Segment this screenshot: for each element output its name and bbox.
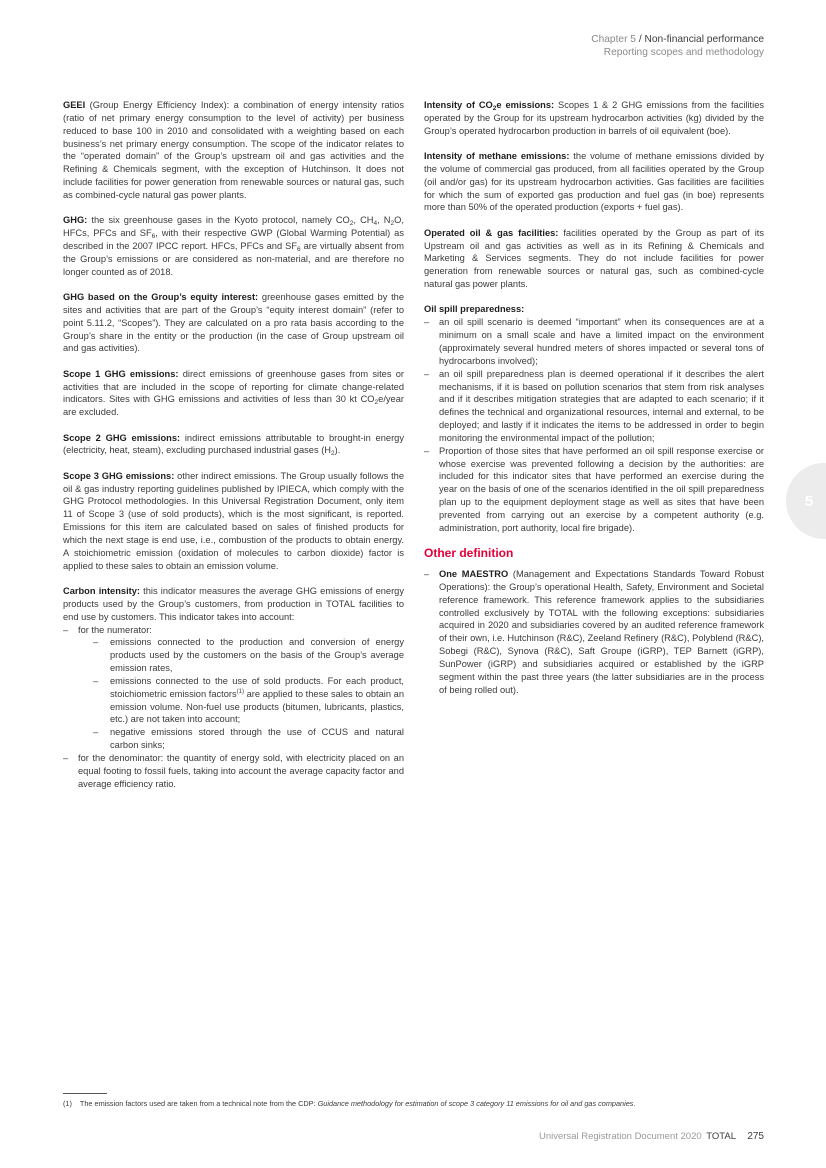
header-separator: / [638,34,642,45]
definition-co2-intensity: Intensity of $CO_2e$ emissions: Scopes 1 & 2 GHG emissions from the facilities operated by the Group for its upstream hydrocarbon activities (kg) divided by the Group’s operated hydrocarbon production in barrels of oil equivalent (boe). [424,100,765,136]
footnote-number: (1) [63,1099,72,1108]
term-co2-intensity: Intensity of $CO_2e$ emissions: [424,100,555,112]
brand-name: TOTAL [706,1131,736,1142]
footnote-divider [63,1093,107,1094]
page-footer [539,1131,764,1143]
list-item: – emissions connected to the use of sold products. For each product, stoichiometric emission factors$^{(1)}$ are applied to these sales to obtain an emission volume. Non-fuel use products (bitumen, lubricants, plastics, etc.) are not taken into account; [93,675,404,726]
right-column [424,99,764,696]
term-scope1: Scope 1 GHG emissions: [63,368,179,379]
other-definition-list [424,568,764,696]
footnote-ref[interactable]: (1) [236,688,244,695]
term-oil-spill: Oil spill preparedness: [424,304,525,315]
list-item: – emissions connected to the production and conversion of energy products used by the customers on the basis of the Group’s average emission rates, [93,636,404,675]
term-ghg-equity: GHG based on the Group’s equity interest: [63,291,259,302]
term-scope3: Scope 3 GHG emissions: [63,470,175,481]
term-one-maestro: One MAESTRO [439,569,509,579]
section-title: Non-financial performance [644,34,764,45]
definition-methane-intensity: Intensity of methane emissions: the volume of methane emissions divided by the volume of commercial gas produced, from all facilities operated by the Group (oil and/or gas) for its upstream hydrocarbon activities. Gas facilities are facilities for which the sum of exported gas production and fuel gas (in boe) represents more than 50% of the operated production (exports + fuel gas). [424,151,764,213]
list-item: – negative emissions stored through the use of CCUS and natural carbon sinks; [93,726,404,752]
page-number: 275 [747,1131,764,1142]
chapter-label: Chapter 5 [591,34,636,45]
carbon-intensity-list [63,624,404,791]
numerator-sublist [78,636,404,752]
list-item: – an oil spill scenario is deemed “important” when its consequences are at a minimum on a small scale and have a limited impact on the environment (approximately several hundred meters of shores impacted or several tons of hydrocarbons involved); [424,316,764,367]
definition-geei: GEEI (Group Energy Efficiency Index): a combination of energy intensity ratios (ratio of net primary energy consumption to the level of activity) per business reduced to base 100 in 2010 and consolidated with a weighting based on each business’s net primary energy consumption. The scope of the indicator relates to the “operated domain” of the Group’s upstream oil and gas activities and the Refining & Chemicals segment, with the exception of Hutchinson. It does not include facilities for power generation from renewable sources or natural gas, such as combined-cycle natural gas power plants. [63,100,404,200]
section-heading-other-definition: Other definition [424,546,514,561]
running-header [591,33,764,59]
chapter-tab-label: 5 [804,492,814,510]
term-geei: GEEI [63,100,86,110]
chapter-tab[interactable] [786,463,826,539]
oil-spill-list [424,316,764,534]
term-ghg: GHG: [63,215,88,226]
definition-ghg: GHG: the six greenhouse gases in the Kyoto protocol, namely $CO_2$, $CH_4$, $N_2O$, HFCs, PFCs and $SF_6$, with their respective GWP (Global Warming Potential) as described in the 2007 IPCC report. HFCs, PFCs and $SF_6$ are virtually absent from the Group’s emissions or are considered as non-material, and are therefore no longer counted as of 2018. [63,215,405,277]
definition-scope1: Scope 1 GHG emissions: direct emissions of greenhouse gases from sites or activities that are included in the scope of reporting for climate change-related indicators. Sites with GHG emissions and activities of less than 30 kt $CO_2e$/year are excluded. [63,368,404,418]
definition-operated-facilities: Operated oil & gas facilities: facilities operated by the Group as part of its Upstream oil and gas activities as well as in its Refining & Chemicals and Marketing & Services segments. They do not include facilities for power generation from renewable sources or natural gas, such as combined-cycle natural gas power plants. [424,227,764,290]
header-chapter-line [591,33,764,46]
footnote-reference-title: Guidance methodology for estimation of scope 3 category 11 emissions for oil and gas companies [317,1099,634,1108]
list-item: – an oil spill preparedness plan is deemed operational if it describes the alert mechanisms, if it is based on pollution scenarios that stem from risk analyses and if it describes mitigation strategies that are adapted to each scenario; if it defines the technical and organizational resources, internal and external, to be deployed; and lastly if it indicates the items to be addressed in order to begin monitoring the environmental impact of the pollution; [424,368,764,445]
term-scope2: Scope 2 GHG emissions: [63,432,181,443]
term-methane-intensity: Intensity of methane emissions: [424,151,570,162]
document-title: Universal Registration Document 2020 [539,1131,702,1142]
list-item: – One MAESTRO (Management and Expectations Standards Toward Robust Operations): the Group’s operational Health, Safety, Environment and Societal reference framework. This reference framework applies to the subsidiaries controlled exclusively by TOTAL with the following exceptions: subsidiaries acquired in 2020 and subsidiaries covered by an audited reference framework of their own, i.e. Hutchinson (R&C), Zeeland Refinery (R&C), Polyblend (R&C), Sobegi (R&C), Synova (R&C), Saft Groupe (iGRP), TEP Barnett (iGRP), SunPower (iGRP) and subsidiaries acquired or established by the iGRP segment within the past three years (the latter subsidiaries are in the process of being rolled out). [424,568,764,696]
definition-scope3: Scope 3 GHG emissions: other indirect emissions. The Group usually follows the oil & gas industry reporting guidelines published by IPIECA, which comply with the GHG Protocol methodologies. In this Universal Registration Document, only item 11 of Scope 3 (use of sold products), which is the most significant, is reported. Emissions for this item are calculated based on sales of finished products for which the next stage is end use, i.e., combustion of the products to obtain energy. A stoichiometric emission (oxidation of molecules to carbon dioxide) factor is applied to these sales to obtain an emission volume. [63,470,404,571]
term-carbon-intensity: Carbon intensity: [63,586,141,596]
definition-ghg-equity: GHG based on the Group’s equity interest: greenhouse gases emitted by the sites and activities that are part of the Group’s “equity interest domain” (refer to point 5.11.2, “Scopes”). They are calculated on a pro rata basis according to the Group’s share in the entity or the production (in the case of Group upstream oil and gas activities). [63,291,405,354]
footnote: (1) The emission factors used are taken from a technical note from the CDP: Guidance methodology for estimation of scope 3 category 11 emissions for oil and gas companies. [63,1099,636,1108]
definition-carbon-intensity: Carbon intensity: this indicator measures the average GHG emissions of energy products used by the Group’s customers, from production in TOTAL facilities to end use by customers. This indicator takes into account: [63,586,404,622]
list-item: – for the numerator: – emissions connected to the production and conversion of energy products used by the customers on the basis of the Group’s average emission rates, – emissions connected to the use of sold products. For each product, stoichiometric emission factors$^{(1)}$ are applied to these sales to obtain an emission volume. Non-fuel use products (bitumen, lubricants, plastics, etc.) are not taken into account; – negative emissions stored through the use of CCUS and natural carbon sinks; [63,624,404,752]
left-column [63,99,404,791]
definition-oil-spill [424,303,764,316]
term-operated-facilities: Operated oil & gas facilities: [424,227,559,238]
list-item: – for the denominator: the quantity of energy sold, with electricity placed on an equal footing to fossil fuels, taking into account the average capacity factor and average efficiency ratio. [63,752,404,791]
list-item: – Proportion of those sites that have performed an oil spill response exercise or whose exercise was prevented following a decision by the authorities: are included for this indicator sites that have performed an exercise during the year on the basis of one of the scenarios identified in the oil spill preparedness plan up to the equipment deployment stage as well as sites that have been prevented from carrying out an exercise by a competent authority (e.g. administration, port authority, local fire brigade). [424,445,764,535]
definition-scope2: Scope 2 GHG emissions: indirect emissions attributable to brought-in energy (electricity, heat, steam), excluding purchased industrial gases $(H_2)$. [63,432,404,458]
subsection-title: Reporting scopes and methodology [603,47,764,58]
